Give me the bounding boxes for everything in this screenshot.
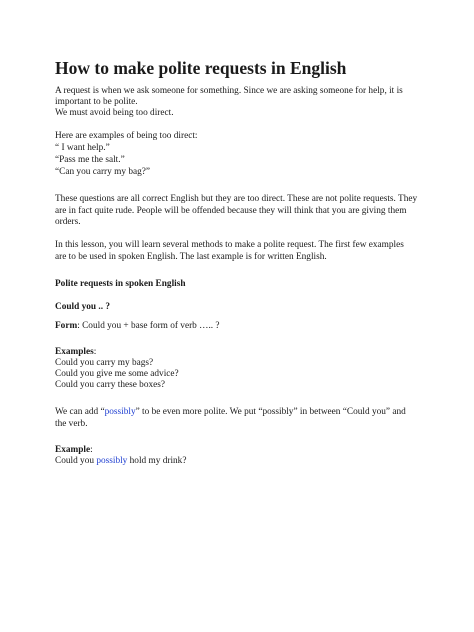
examples-label-line bbox=[55, 347, 435, 358]
direct-example-item: “Can you carry my bag?” bbox=[55, 167, 150, 177]
direct-examples-heading: Here are examples of being too direct: bbox=[55, 131, 198, 141]
rude-paragraph-line-3: orders. bbox=[55, 217, 81, 227]
intro-line-1: A request is when we ask someone for something. Since we are asking someone for help, it is bbox=[55, 86, 403, 96]
direct-example-item: “Pass me the salt.” bbox=[55, 155, 125, 165]
rude-paragraph-line-2: are in fact quite rude. People will be offended because they will think that you are giving them bbox=[55, 206, 407, 216]
intro-line-3: We must avoid being too direct. bbox=[55, 108, 174, 118]
example-label: Example bbox=[55, 445, 91, 455]
example-item: Could you give me some advice? bbox=[55, 369, 179, 379]
example-possibly-highlight: possibly bbox=[96, 456, 128, 466]
document-title: How to make polite requests in English bbox=[55, 58, 347, 78]
possibly-pre: We can add “ bbox=[55, 407, 105, 417]
form-label: Form bbox=[55, 321, 78, 331]
example-pre: Could you bbox=[55, 456, 97, 466]
form-line bbox=[55, 321, 435, 332]
form-text: : Could you + base form of verb ….. ? bbox=[77, 321, 220, 331]
direct-example-item: “ I want help.” bbox=[55, 143, 110, 153]
examples-label: Examples bbox=[55, 347, 94, 357]
examples-colon: : bbox=[93, 347, 97, 357]
rude-paragraph-line-1: These questions are all correct English but they are too direct. These are not polite requests. They bbox=[55, 194, 418, 204]
could-you-heading: Could you .. ? bbox=[55, 302, 111, 312]
possibly-paragraph-line-2: the verb. bbox=[55, 419, 88, 429]
example-sentence bbox=[55, 456, 435, 467]
possibly-paragraph-line-1 bbox=[55, 407, 435, 418]
example-colon: : bbox=[90, 445, 93, 455]
example-item: Could you carry these boxes? bbox=[55, 380, 165, 390]
possibly-highlight: possibly bbox=[104, 407, 136, 417]
example-label-line bbox=[55, 445, 435, 456]
example-post: hold my drink? bbox=[127, 456, 187, 466]
intro-line-2: important to be polite. bbox=[55, 97, 138, 107]
lesson-paragraph-line-2: are to be used in spoken English. The last example is for written English. bbox=[55, 252, 327, 262]
example-item: Could you carry my bags? bbox=[55, 358, 154, 368]
possibly-post: ” to be even more polite. We put “possibly” in between “Could you” and bbox=[135, 407, 406, 417]
section-heading: Polite requests in spoken English bbox=[55, 279, 186, 289]
lesson-paragraph-line-1: In this lesson, you will learn several methods to make a polite request. The first few examples bbox=[55, 240, 404, 250]
